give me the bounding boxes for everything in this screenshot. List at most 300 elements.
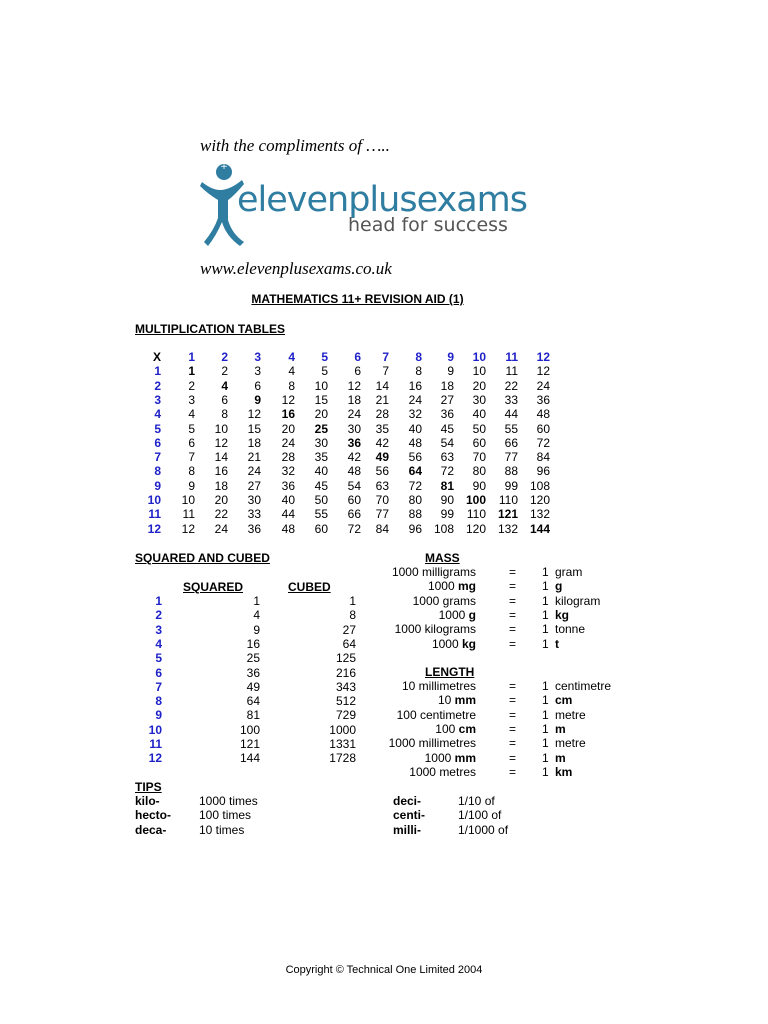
table-cell: 27	[440, 392, 454, 407]
result-unit: kg	[555, 607, 570, 622]
table-cell: 55	[314, 507, 328, 522]
table-cell: 63	[375, 478, 389, 493]
equals-sign: =	[509, 593, 517, 608]
table-cell: 99	[504, 478, 518, 493]
table-cell: 88	[408, 507, 422, 522]
result-quantity: 1	[542, 707, 549, 722]
table-cell: 45	[440, 421, 454, 436]
row-header: 9	[154, 478, 161, 493]
unit-name: mm	[454, 750, 476, 765]
row-header: 12	[147, 521, 161, 536]
tip-meaning: 100 times	[199, 808, 252, 823]
table-cell: 24	[214, 521, 228, 536]
table-cell: 12	[214, 435, 228, 450]
table-cell: 45	[314, 478, 328, 493]
cubed-value: 1	[349, 594, 356, 608]
table-cell: 60	[536, 421, 550, 436]
table-cell: 90	[440, 493, 454, 507]
result-quantity: 1	[542, 593, 549, 608]
cubed-value: 216	[335, 665, 356, 680]
table-cell: 48	[408, 435, 422, 450]
table-cell: 40	[314, 464, 328, 479]
table-cell: 66	[347, 507, 361, 522]
unit-name: mm	[454, 693, 476, 708]
column-header: 11	[505, 350, 518, 364]
table-cell: 20	[472, 378, 486, 393]
table-cell: 14	[375, 378, 389, 393]
table-cell: 110	[498, 493, 518, 507]
table-cell: 20	[314, 407, 328, 422]
tip-meaning: 1/100 of	[458, 808, 502, 823]
column-header: 7	[382, 350, 389, 364]
quantity: 10	[437, 693, 452, 708]
squared-value: 49	[246, 679, 260, 694]
table-cell: 120	[465, 521, 486, 536]
quantity: 1000	[427, 579, 455, 594]
table-cell: 56	[375, 464, 389, 479]
quantity: 1000	[431, 636, 459, 651]
table-cell: 5	[188, 421, 195, 436]
table-cell: 6	[221, 392, 228, 407]
result-quantity: 1	[542, 764, 549, 779]
unit-name: milligrams	[422, 565, 476, 579]
table-cell: 16	[408, 378, 422, 393]
unit-left	[409, 765, 476, 779]
cubed-value: 512	[335, 694, 356, 709]
equals-sign: =	[509, 707, 517, 722]
result-quantity: 1	[542, 750, 549, 765]
table-cell: 60	[347, 493, 361, 507]
table-cell: 6	[254, 378, 261, 393]
table-cell: 12	[347, 378, 361, 393]
table-cell: 10	[214, 421, 228, 436]
cubed-value: 1000	[329, 722, 356, 737]
table-cell: 4	[188, 407, 195, 422]
number-label: 6	[155, 665, 162, 680]
result-unit: tonne	[555, 622, 586, 637]
table-cell: 18	[440, 378, 454, 393]
result-quantity: 1	[542, 693, 549, 708]
table-cell: 33	[504, 392, 518, 407]
table-cell: 2	[221, 364, 228, 379]
unit-left	[413, 594, 476, 608]
table-cell: 1	[188, 364, 195, 379]
cubed-header: CUBED	[288, 580, 331, 594]
equals-sign: =	[509, 750, 517, 765]
quantity: 1000	[412, 593, 440, 608]
table-cell: 81	[440, 478, 454, 493]
result-quantity: 1	[542, 636, 549, 651]
table-cell: 7	[188, 450, 195, 465]
table-cell: 3	[188, 392, 195, 407]
table-cell: 120	[529, 493, 550, 507]
table-cell: 9	[188, 478, 195, 493]
result-unit: m	[555, 750, 566, 765]
squared-value: 25	[246, 651, 260, 666]
compliments-text: with the compliments of …..	[200, 136, 390, 155]
table-cell: 11	[505, 364, 518, 379]
number-label: 9	[155, 708, 162, 723]
svg-text:+: +	[220, 162, 228, 172]
column-header: 6	[354, 350, 361, 364]
result-unit: centimetre	[555, 679, 612, 693]
table-cell: 14	[214, 450, 228, 465]
result-unit: cm	[555, 693, 573, 708]
table-cell: 22	[214, 507, 228, 522]
table-cell: 108	[529, 478, 550, 493]
table-cell: 40	[281, 493, 295, 507]
row-header: 11	[148, 507, 161, 522]
table-cell: 24	[281, 435, 295, 450]
quantity: 1000	[394, 622, 422, 637]
table-cell: 36	[347, 435, 361, 450]
table-cell: 36	[536, 392, 550, 407]
table-cell: 50	[472, 421, 486, 436]
squared-value: 81	[246, 708, 260, 723]
table-cell: 54	[347, 478, 361, 493]
tip-prefix: centi-	[393, 808, 426, 823]
result-unit: metre	[555, 707, 586, 722]
tip-prefix: milli-	[393, 822, 422, 837]
table-cell: 60	[472, 435, 486, 450]
tip-prefix: hecto-	[135, 808, 171, 823]
unit-left	[428, 579, 476, 593]
table-cell: 48	[347, 464, 361, 479]
table-cell: 2	[188, 378, 195, 393]
table-cell: 72	[408, 478, 422, 493]
table-cell: 28	[281, 450, 295, 465]
result-quantity: 1	[542, 622, 549, 637]
squared-value: 4	[253, 608, 260, 623]
result-quantity: 1	[542, 579, 549, 594]
tip-prefix: kilo-	[135, 794, 160, 808]
table-cell: 42	[347, 450, 361, 465]
column-header: 10	[472, 350, 486, 364]
table-cell: 80	[408, 493, 422, 507]
table-cell: 108	[433, 521, 454, 536]
tip-meaning: 10 times	[199, 822, 245, 837]
table-cell: 44	[504, 407, 518, 422]
equals-sign: =	[509, 736, 517, 751]
quantity: 1000	[424, 750, 452, 765]
unit-name: cm	[458, 721, 476, 736]
table-cell: 6	[188, 435, 195, 450]
table-cell: 36	[281, 478, 295, 493]
row-header: 7	[154, 450, 161, 465]
equals-sign: =	[509, 721, 517, 736]
squared-value: 36	[246, 665, 260, 680]
table-cell: 36	[440, 407, 454, 422]
table-cell: 8	[288, 378, 295, 393]
unit-left	[435, 722, 476, 736]
equals-sign: =	[509, 636, 517, 651]
table-cell: 132	[497, 521, 518, 536]
result-unit: g	[555, 579, 563, 594]
table-cell: 44	[281, 507, 295, 522]
multiplication-title: MULTIPLICATION TABLES	[135, 322, 285, 336]
number-label: 10	[148, 722, 162, 737]
cubed-value: 1728	[329, 751, 356, 766]
table-cell: 28	[375, 407, 389, 422]
result-unit: km	[555, 764, 573, 779]
table-cell: 32	[408, 407, 422, 422]
table-cell: 144	[529, 521, 550, 536]
unit-left	[392, 565, 476, 579]
number-label: 1	[155, 594, 162, 608]
result-quantity: 1	[542, 607, 549, 622]
equals-sign: =	[509, 764, 517, 779]
unit-name: millimetres	[418, 736, 476, 751]
table-cell: 35	[314, 450, 328, 465]
cubed-value: 8	[349, 608, 356, 623]
table-cell: 96	[408, 521, 422, 536]
table-cell: 27	[247, 478, 261, 493]
table-cell: 132	[529, 507, 550, 522]
quantity: 100	[435, 721, 456, 736]
tip-prefix: deca-	[135, 822, 167, 837]
column-header: 3	[254, 350, 261, 364]
unit-name: centimetre	[419, 707, 476, 722]
result-unit: t	[555, 636, 559, 651]
number-label: 5	[155, 651, 162, 666]
table-cell: 12	[247, 407, 261, 422]
table-cell: 24	[408, 392, 422, 407]
squared-header: SQUARED	[183, 580, 244, 594]
result-unit: m	[555, 721, 566, 736]
length-title: LENGTH	[425, 665, 475, 679]
quantity: 1000	[388, 736, 416, 751]
column-header: 1	[188, 350, 195, 364]
table-cell: 5	[321, 364, 328, 379]
quantity: 1000	[409, 764, 436, 779]
table-cell: 42	[375, 435, 389, 450]
squared-cubed-title: SQUARED AND CUBED	[135, 551, 270, 565]
site-url: www.elevenplusexams.co.uk	[200, 259, 392, 278]
table-cell: 18	[247, 435, 261, 450]
unit-left	[402, 679, 476, 693]
table-cell: 90	[472, 478, 486, 493]
squared-value: 9	[253, 622, 260, 637]
tip-meaning: 1/1000 of	[458, 822, 509, 837]
table-cell: 60	[314, 521, 328, 536]
table-cell: 8	[221, 407, 228, 422]
equals-sign: =	[509, 607, 517, 622]
table-cell: 11	[182, 507, 195, 522]
result-unit: gram	[555, 565, 583, 579]
unit-left	[438, 693, 476, 707]
unit-name: grams	[442, 593, 476, 608]
table-cell: 33	[247, 507, 261, 522]
table-cell: 72	[536, 435, 550, 450]
squared-value: 144	[239, 751, 260, 766]
table-cell: 24	[247, 464, 261, 479]
unit-left	[439, 608, 476, 622]
column-header: 2	[221, 350, 228, 364]
table-cell: 8	[188, 464, 195, 479]
table-cell: 70	[472, 450, 486, 465]
row-header: 8	[154, 464, 161, 479]
tip-prefix: deci-	[393, 794, 422, 808]
table-cell: 30	[314, 435, 328, 450]
table-cell: 40	[472, 407, 486, 422]
table-cell: 55	[504, 421, 518, 436]
table-cell: 12	[281, 392, 295, 407]
result-quantity: 1	[542, 679, 549, 693]
table-cell: 3	[254, 364, 261, 379]
table-cell: 30	[472, 392, 486, 407]
squared-value: 16	[246, 636, 260, 651]
table-cell: 30	[347, 421, 361, 436]
result-unit: kilogram	[555, 593, 601, 608]
table-cell: 15	[247, 421, 261, 436]
equals-sign: =	[509, 693, 517, 708]
table-cell: 72	[347, 521, 361, 536]
table-cell: 49	[375, 450, 389, 465]
copyright-footer: Copyright © Technical One Limited 2004	[285, 964, 483, 976]
table-cell: 77	[504, 450, 518, 465]
table-cell: 10	[472, 364, 486, 379]
table-cell: 72	[440, 464, 454, 479]
unit-left	[389, 736, 476, 750]
unit-name: kilograms	[424, 622, 476, 637]
unit-left	[397, 708, 476, 722]
table-cell: 4	[221, 378, 228, 393]
equals-sign: =	[509, 565, 517, 579]
table-cell: 66	[504, 435, 518, 450]
column-header: 12	[536, 350, 550, 364]
equals-sign: =	[509, 622, 517, 637]
quantity: 10	[401, 679, 416, 693]
result-quantity: 1	[542, 721, 549, 736]
row-header: 5	[154, 421, 161, 436]
table-cell: 7	[382, 364, 389, 379]
table-cell: 100	[465, 493, 486, 507]
equals-sign: =	[509, 579, 517, 594]
quantity: 1000	[391, 565, 419, 579]
table-cell: 110	[466, 507, 486, 522]
table-cell: 30	[247, 493, 261, 507]
table-cell: 32	[281, 464, 295, 479]
table-cell: 88	[504, 464, 518, 479]
table-cell: 40	[408, 421, 422, 436]
table-cell: 64	[408, 464, 422, 479]
row-header: 1	[154, 364, 161, 379]
cubed-value: 1331	[329, 737, 356, 751]
cubed-value: 125	[335, 651, 356, 666]
table-cell: 63	[440, 450, 454, 465]
unit-name: mg	[458, 579, 476, 594]
table-cell: 20	[214, 493, 228, 507]
result-unit: metre	[555, 736, 586, 751]
number-label: 8	[155, 694, 162, 709]
number-label: 7	[155, 679, 162, 694]
column-header: 4	[288, 350, 295, 364]
number-label: 12	[148, 751, 162, 766]
table-cell: 84	[375, 521, 389, 536]
table-cell: 8	[415, 364, 422, 379]
equals-sign: =	[509, 679, 517, 693]
cubed-value: 27	[342, 622, 356, 637]
table-cell: 12	[181, 521, 195, 536]
table-cell: 48	[281, 521, 295, 536]
quantity: 100	[396, 707, 417, 722]
unit-name: kg	[461, 636, 476, 651]
unit-left	[432, 637, 476, 651]
page-title: MATHEMATICS 11+ REVISION AID (1)	[251, 292, 464, 306]
column-header: 9	[447, 350, 454, 364]
table-cell: 70	[375, 493, 389, 507]
table-cell: 56	[408, 450, 422, 465]
unit-name: millimetres	[418, 679, 476, 693]
unit-left	[425, 751, 476, 765]
table-cell: 15	[314, 392, 328, 407]
squared-value: 121	[239, 737, 260, 751]
table-cell: 84	[536, 450, 550, 465]
unit-name: metres	[439, 764, 476, 779]
row-header: 6	[154, 435, 161, 450]
row-header: 3	[154, 392, 161, 407]
result-quantity: 1	[542, 565, 549, 579]
number-label: 4	[155, 636, 162, 651]
table-cell: 48	[536, 407, 550, 422]
table-cell: 10	[314, 378, 328, 393]
table-cell: 9	[254, 392, 261, 407]
mass-title: MASS	[425, 551, 460, 565]
table-cell: 99	[440, 507, 454, 522]
tip-meaning: 1000 times	[199, 794, 258, 808]
column-header: 8	[415, 350, 422, 364]
row-header: 10	[147, 493, 161, 507]
table-cell: 10	[181, 493, 195, 507]
result-quantity: 1	[542, 736, 549, 751]
logo-tagline: head for success	[348, 214, 508, 236]
table-cell: 16	[214, 464, 228, 479]
table-cell: 18	[347, 392, 361, 407]
squared-value: 64	[246, 694, 260, 709]
cubed-value: 343	[335, 679, 356, 694]
table-cell: 18	[214, 478, 228, 493]
number-label: 3	[155, 622, 162, 637]
table-cell: 16	[281, 407, 295, 422]
table-corner: X	[152, 350, 161, 364]
row-header: 4	[154, 407, 161, 422]
table-cell: 96	[536, 464, 550, 479]
unit-left	[395, 622, 476, 636]
number-label: 11	[149, 737, 162, 751]
row-header: 2	[154, 378, 161, 393]
table-cell: 12	[536, 364, 550, 379]
squared-value: 1	[253, 594, 260, 608]
table-cell: 77	[375, 507, 389, 522]
squared-value: 100	[239, 722, 260, 737]
table-cell: 24	[347, 407, 361, 422]
unit-name: g	[468, 607, 476, 622]
table-cell: 22	[504, 378, 518, 393]
table-cell: 6	[354, 364, 361, 379]
number-label: 2	[155, 608, 162, 623]
table-cell: 25	[314, 421, 328, 436]
logo-wordmark: elevenplusexams	[237, 180, 527, 220]
table-cell: 4	[288, 364, 295, 379]
table-cell: 36	[247, 521, 261, 536]
table-cell: 35	[375, 421, 389, 436]
table-cell: 20	[281, 421, 295, 436]
cubed-value: 64	[342, 636, 356, 651]
table-cell: 21	[247, 450, 261, 465]
cubed-value: 729	[335, 708, 356, 723]
tips-title: TIPS	[135, 780, 162, 794]
table-cell: 121	[497, 507, 518, 522]
